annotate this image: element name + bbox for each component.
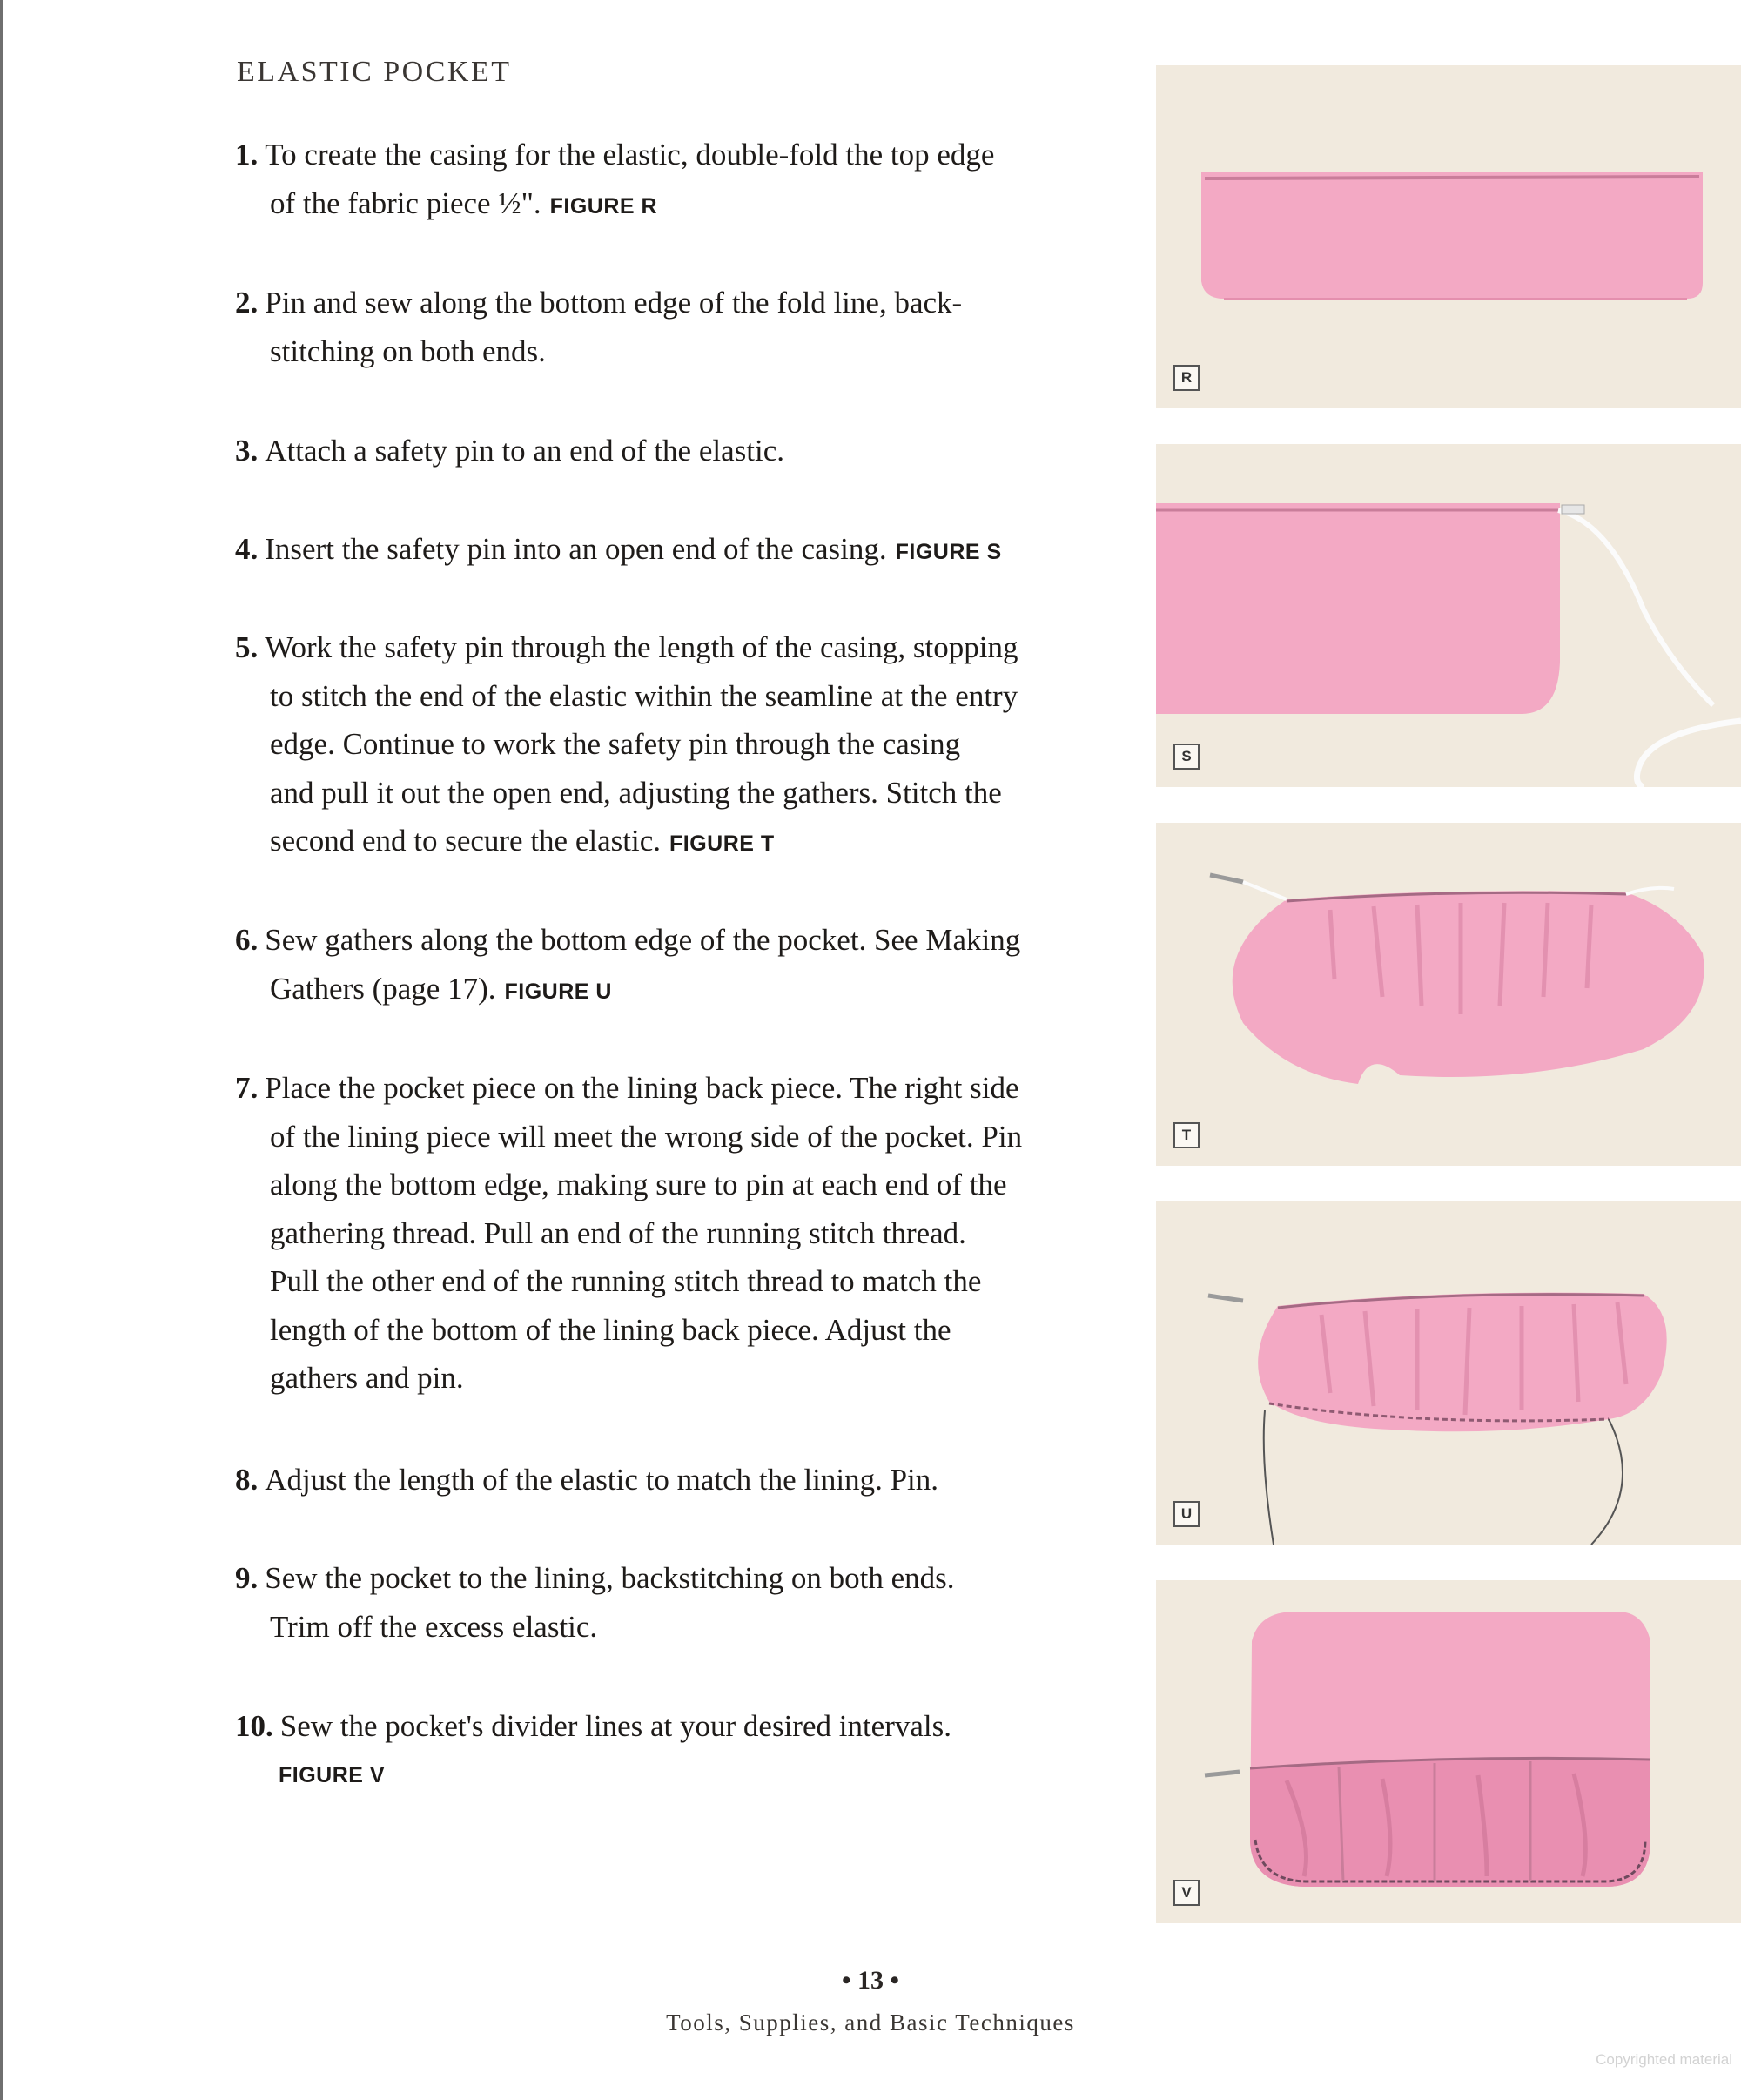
step-text-line: Trim off the excess elastic. xyxy=(270,1609,598,1644)
step-text-line: Sew the pocket's divider lines at your desired intervals. xyxy=(279,1709,951,1743)
page-number: • 13 • xyxy=(841,1966,899,1995)
figure-t xyxy=(1156,823,1741,1166)
step-text-line: length of the bottom of the lining back piece. Adjust the xyxy=(270,1312,951,1347)
figure-reference: FIGURE S xyxy=(895,540,1002,564)
figure-reference: FIGURE R xyxy=(549,193,658,219)
step-5 xyxy=(235,623,1114,869)
figure-label: V xyxy=(1173,1880,1200,1906)
flat-fabric-folded-edge-icon xyxy=(1156,65,1741,408)
step-text-line: gathering thread. Pull an end of the running stitch thread. xyxy=(270,1215,966,1250)
step-number: 7. xyxy=(235,1071,259,1105)
step-2 xyxy=(235,279,1114,375)
figure-label: U xyxy=(1173,1501,1200,1527)
step-number: 3. xyxy=(235,434,259,468)
step-text-line: and pull it out the open end, adjusting the gathers. Stitch the xyxy=(270,775,1002,810)
step-text-line: Adjust the length of the elastic to match the lining. Pin. xyxy=(265,1463,939,1497)
section-title: ELASTIC POCKET xyxy=(237,56,512,88)
step-number: 9. xyxy=(235,1561,259,1595)
gathered-pocket-icon xyxy=(1156,823,1741,1166)
fabric-with-elastic-casing-icon xyxy=(1156,444,1741,787)
step-number: 8. xyxy=(235,1463,259,1497)
step-text-line: Attach a safety pin to an end of the elastic. xyxy=(265,434,784,468)
step-3 xyxy=(235,427,1114,475)
step-number: 4. xyxy=(235,532,259,566)
step-text-line: Place the pocket piece on the lining back piece. The right side xyxy=(265,1071,1019,1105)
figure-label: R xyxy=(1173,365,1200,391)
step-text-line: Pin and sew along the bottom edge of the fold line, back- xyxy=(265,286,963,320)
step-9 xyxy=(235,1554,1114,1651)
step-text-line: edge. Continue to work the safety pin through the casing xyxy=(270,727,961,761)
step-text-line: To create the casing for the elastic, double-fold the top edge xyxy=(265,138,995,172)
step-text-line: Sew gathers along the bottom edge of the pocket. See Making xyxy=(265,923,1021,957)
figure-reference: FIGURE T xyxy=(669,831,775,856)
step-number: 6. xyxy=(235,923,259,957)
figure-v xyxy=(1156,1580,1741,1923)
figure-r xyxy=(1156,65,1741,408)
step-text-line: of the fabric piece ½". xyxy=(270,185,541,220)
step-text-line: along the bottom edge, making sure to pin at each end of the xyxy=(270,1168,1007,1201)
step-7 xyxy=(235,1064,1114,1403)
step-text-line: Work the safety pin through the length of the casing, stopping xyxy=(265,630,1018,664)
copyright-watermark: Copyrighted material xyxy=(1596,2051,1732,2068)
figure-u xyxy=(1156,1201,1741,1545)
gathered-pocket-with-thread-icon xyxy=(1156,1201,1741,1545)
step-number: 5. xyxy=(235,630,259,664)
pocket-on-lining-with-dividers-icon xyxy=(1156,1580,1741,1923)
figure-s xyxy=(1156,444,1741,787)
step-text-line: of the lining piece will meet the wrong side of the pocket. Pin xyxy=(270,1119,1023,1154)
step-text-line: to stitch the end of the elastic within the seamline at the entry xyxy=(270,678,1018,713)
step-6 xyxy=(235,916,1114,1016)
running-footer-title: Tools, Supplies, and Basic Techniques xyxy=(666,2009,1075,2036)
figure-label: T xyxy=(1173,1122,1200,1148)
step-8 xyxy=(235,1456,1114,1504)
step-4 xyxy=(235,525,1114,577)
step-text-line: Pull the other end of the running stitch thread to match the xyxy=(270,1264,982,1298)
step-10 xyxy=(235,1702,1114,1800)
step-1 xyxy=(235,131,1114,231)
page-edge-rule xyxy=(0,0,3,2100)
step-text-line: gathers and pin. xyxy=(270,1361,464,1395)
step-number: 1. xyxy=(235,138,259,172)
step-number: 2. xyxy=(235,286,259,320)
step-number: 10. xyxy=(235,1709,273,1743)
step-text-line: Gathers (page 17). xyxy=(270,971,496,1006)
step-text-line: second end to secure the elastic. xyxy=(270,824,661,858)
figure-label: S xyxy=(1173,744,1200,770)
figure-reference: FIGURE U xyxy=(504,979,612,1004)
figure-reference: FIGURE V xyxy=(279,1762,386,1787)
step-text-line: stitching on both ends. xyxy=(270,333,546,368)
step-text-line: Insert the safety pin into an open end of the casing. xyxy=(265,532,887,566)
step-text-line: Sew the pocket to the lining, backstitching on both ends. xyxy=(265,1561,955,1595)
